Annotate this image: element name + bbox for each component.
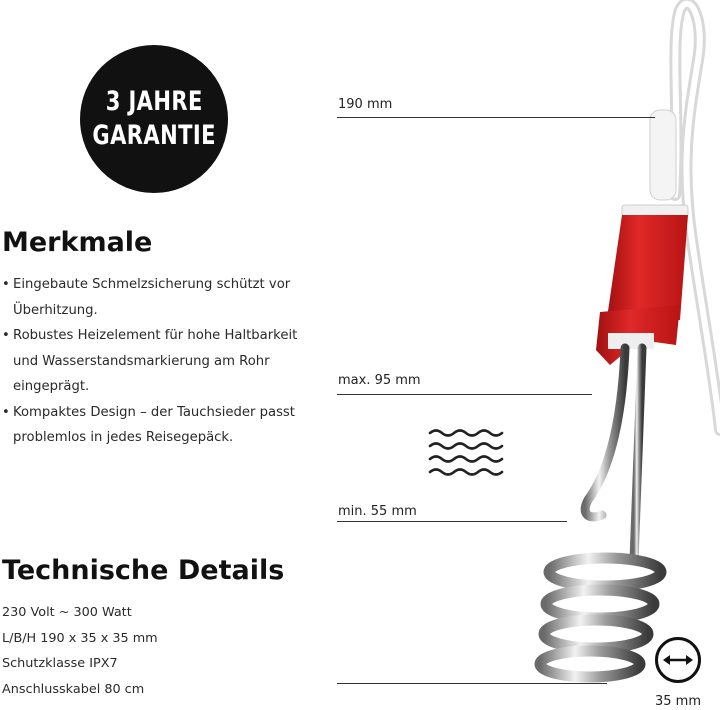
tech-line: Anschlusskabel 80 cm — [2, 681, 145, 697]
max-level-label: max. 95 mm — [338, 373, 421, 388]
technical-details-heading: Technische Details — [2, 555, 285, 586]
features-heading: Merkmale — [2, 227, 153, 258]
feature-text: Überhitzung. — [13, 302, 98, 318]
min-level-line — [337, 521, 567, 522]
water-waves-icon — [428, 428, 508, 478]
features-list — [2, 272, 302, 451]
tech-line: 230 Volt ~ 300 Watt — [2, 605, 132, 620]
badge-line-1: 3 JAHRE — [105, 86, 203, 117]
badge-line-2: GARANTIE — [92, 120, 216, 151]
feature-text: problemlos in jedes Reisegepäck. — [13, 430, 234, 445]
min-level-label: min. 55 mm — [338, 504, 417, 519]
feature-text: Eingebaute Schmelzsicherung schützt vor — [13, 277, 291, 292]
length-line — [337, 117, 655, 118]
guarantee-badge — [80, 45, 228, 193]
feature-item — [2, 323, 302, 400]
length-label: 190 mm — [338, 97, 393, 112]
diameter-label: 35 mm — [655, 694, 702, 709]
feature-text: und Wasserstandsmarkierung am Rohr — [13, 353, 270, 369]
feature-text: Robustes Heizelement für hohe Haltbarkeit — [13, 328, 298, 343]
feature-item — [2, 272, 302, 323]
feature-text: Kompaktes Design – der Tauchsieder passt — [13, 404, 295, 420]
feature-text: eingeprägt. — [13, 379, 90, 394]
diameter-arrow-icon — [654, 636, 702, 684]
bottom-line — [337, 683, 607, 684]
tech-line: L/B/H 190 x 35 x 35 mm — [2, 630, 158, 646]
immersion-heater-image — [530, 0, 720, 690]
tech-line: Schutzklasse IPX7 — [2, 656, 118, 671]
feature-item — [2, 400, 302, 451]
technical-details-list — [2, 600, 158, 702]
max-level-line — [337, 394, 592, 395]
